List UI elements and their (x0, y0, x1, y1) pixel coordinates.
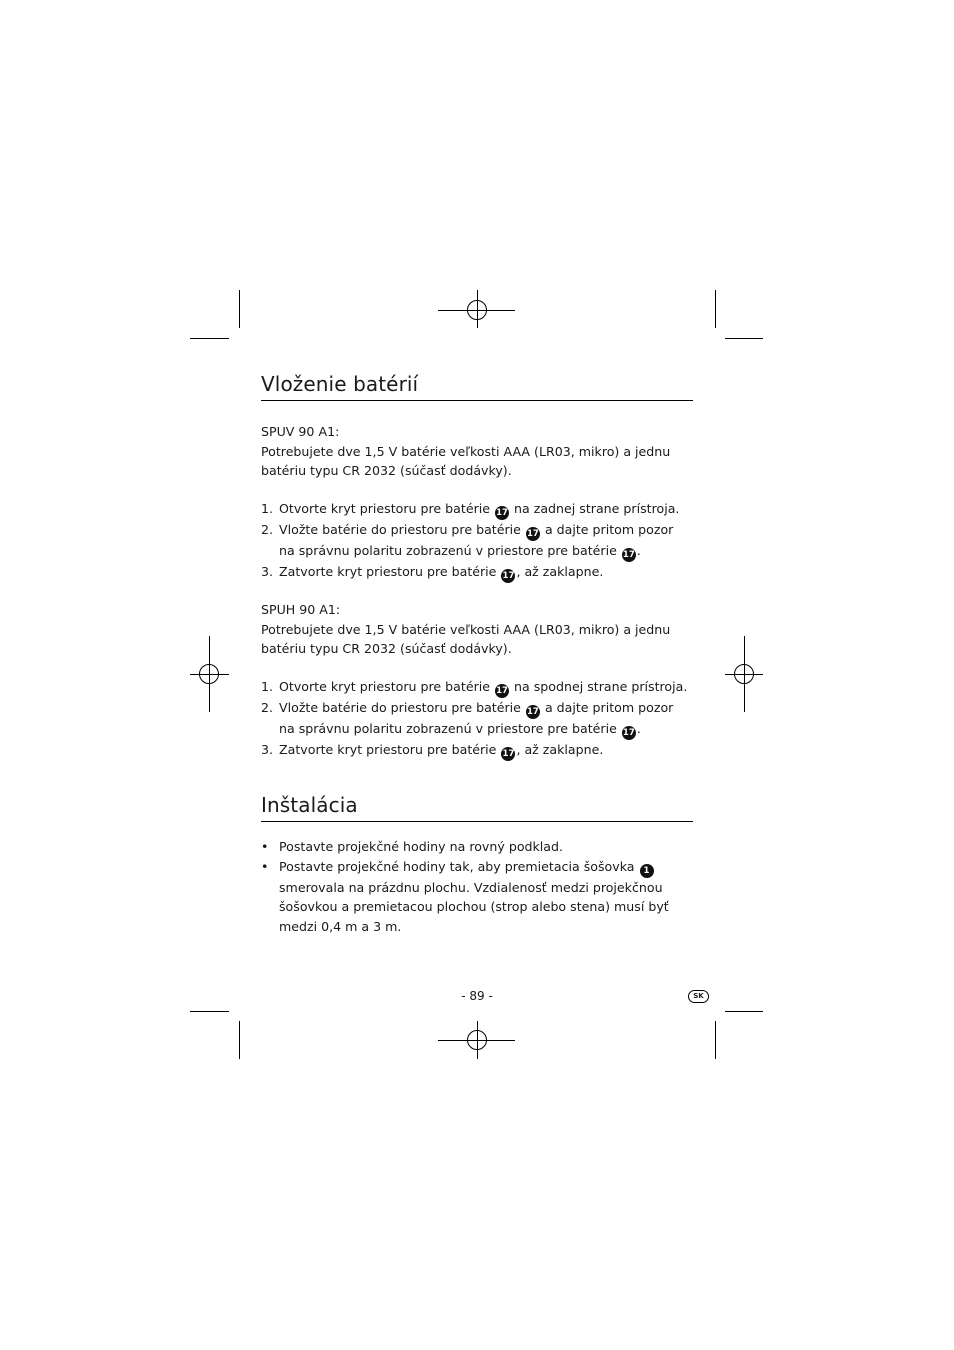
list-item: 3. Zatvorte kryt priestoru pre batérie 17 , až zaklapne. (261, 742, 604, 759)
page-number: - 89 - (461, 989, 493, 1003)
language-badge: SK (688, 990, 709, 1003)
list-item: 1. Otvorte kryt priestoru pre batérie 17 na spodnej strane prístroja. (261, 679, 688, 696)
installation-bullets (261, 837, 693, 936)
list-item: 1. Otvorte kryt priestoru pre batérie 17 na zadnej strane prístroja. (261, 501, 680, 518)
part-17-icon: 17 (622, 550, 635, 560)
bullet-icon: • (261, 839, 269, 854)
model-label-spuv: SPUV 90 A1: (261, 424, 340, 439)
list-item: • Postavte projekčné hodiny tak, aby premietacia šošovka 1 smerovala na prázdnu plochu. Vzdialenosť medzi projekčnou šošovkou a premietacou plochou (strop alebo stena) musí byť medzi 0,4 m a 3 m. (261, 858, 669, 934)
part-17-icon: 17 (502, 571, 515, 581)
part-17-icon: 17 (622, 728, 635, 738)
list-item: 2. Vložte batérie do priestoru pre batérie 17 a dajte pritom pozor na správnu polaritu zobrazenú v priestore pre batérie 17 . (261, 522, 674, 560)
part-17-icon: 17 (496, 686, 508, 696)
part-17-icon: 17 (502, 749, 515, 759)
bullet-icon: • (261, 858, 269, 874)
section-title-battery: Vloženie batérií (261, 370, 693, 401)
steps-spuh (261, 677, 693, 761)
section-title-installation: Inštalácia (261, 791, 693, 822)
page-content (261, 370, 693, 936)
model-label-spuh: SPUH 90 A1: (261, 602, 341, 617)
intro-spuv: Potrebujete dve 1,5 V batérie veľkosti AAA (LR03, mikro) a jednu batériu typu CR 2032 (súčasť dodávky). (261, 443, 671, 478)
list-item: 2. Vložte batérie do priestoru pre batérie 17 a dajte pritom pozor na správnu polaritu zobrazenú v priestore pre batérie 17 . (261, 700, 674, 738)
part-1-icon: 1 (640, 864, 654, 878)
list-item: • Postavte projekčné hodiny na rovný podklad. (261, 837, 693, 857)
steps-spuv (261, 499, 693, 583)
part-17-icon: 17 (527, 529, 539, 539)
intro-spuh: Potrebujete dve 1,5 V batérie veľkosti AAA (LR03, mikro) a jednu batériu typu CR 2032 (súčasť dodávky). (261, 621, 671, 656)
list-item: 3. Zatvorte kryt priestoru pre batérie 17 , až zaklapne. (261, 564, 604, 581)
part-17-icon: 17 (496, 508, 508, 518)
part-17-icon: 17 (527, 707, 539, 717)
